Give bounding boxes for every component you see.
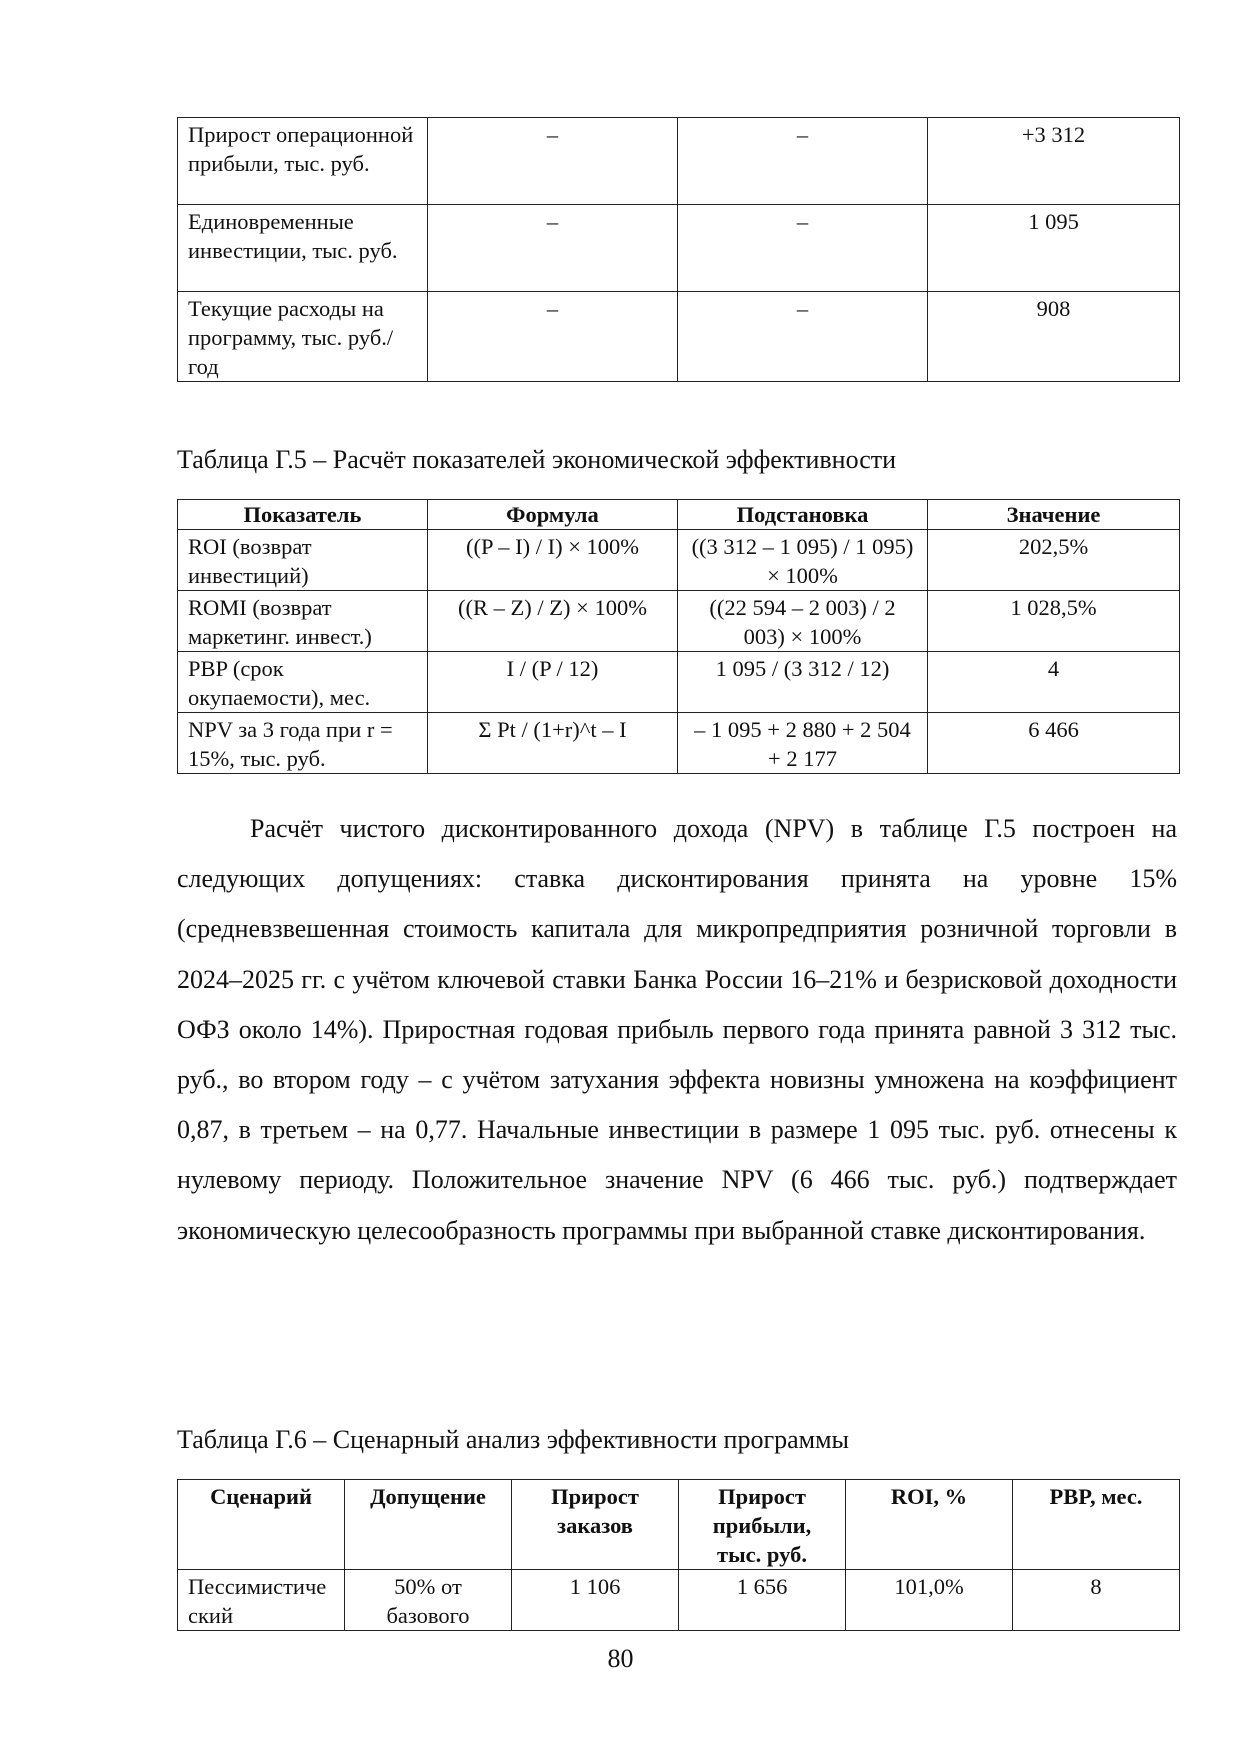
table-cell: NPV за 3 года при r = 15%, тыс. руб. [178, 713, 428, 774]
column-header: Сценарий [178, 1480, 345, 1570]
table-cell: ((3 312 – 1 095) / 1 095) × 100% [678, 530, 928, 591]
table-row [178, 652, 1180, 713]
column-header: Формула [428, 500, 678, 530]
table-cell: 1 028,5% [928, 591, 1180, 652]
page-number: 80 [607, 1644, 634, 1673]
column-header: Показатель [178, 500, 428, 530]
table-cell: 50% от базового [345, 1570, 512, 1631]
column-header: Прирост прибыли, тыс. руб. [679, 1480, 846, 1570]
table-cell: 202,5% [928, 530, 1180, 591]
table-cell: 101,0% [846, 1570, 1013, 1631]
table-g6-caption: Таблица Г.6 – Сценарный анализ эффективности программы [177, 1425, 850, 1454]
table-cell: 1 656 [679, 1570, 846, 1631]
table-row [178, 713, 1180, 774]
body-paragraph: Расчёт чистого дисконтированного дохода (NPV) в таблице Г.5 построен на следующих допущениях: ставка дисконтирования принята на уровне 15% (средневзвешенная стоимость капитала для микропредприятия розничной торговли в 2024–2025 гг. с учётом ключевой ставки Банка России 16–21% и безрисковой доходности ОФЗ около 14%). Приростная годовая прибыль первого года принята равной 3 312 тыс. руб., во втором году – с учётом затухания эффекта новизны умножена на коэффициент 0,87, в третьем – на 0,77. Начальные инвестиции в размере 1 095 тыс. руб. отнесены к нулевому периоду. Положительное значение NPV (6 466 тыс. руб.) подтверждает экономическую целесообразность программы при выбранной ставке дисконтирования. [177, 814, 1177, 1245]
table-row [178, 591, 1180, 652]
table-cell: ROMI (возврат маркетинг. инвест.) [178, 591, 428, 652]
table-cell: 1 095 [928, 205, 1180, 292]
table-cell: PBP (срок окупаемости), мес. [178, 652, 428, 713]
table-cell: 1 095 / (3 312 / 12) [678, 652, 928, 713]
table-cell: – [678, 205, 928, 292]
table-cell: 1 106 [512, 1570, 679, 1631]
table-cell: – [678, 118, 928, 205]
table-row [178, 1570, 1180, 1631]
table-g4-continuation [177, 117, 1180, 382]
table-cell: Σ Pt / (1+r)^t – I [428, 713, 678, 774]
table-cell: I / (P / 12) [428, 652, 678, 713]
table-cell: ((22 594 – 2 003) / 2 003) × 100% [678, 591, 928, 652]
table-cell: – [678, 292, 928, 382]
table-header-row [178, 500, 1180, 530]
column-header: PBP, мес. [1013, 1480, 1180, 1570]
table-row [178, 292, 1180, 382]
table-cell: 4 [928, 652, 1180, 713]
column-header: Значение [928, 500, 1180, 530]
table-cell: Единовременные инвестиции, тыс. руб. [178, 205, 428, 292]
column-header: Прирост заказов [512, 1480, 679, 1570]
table-cell: +3 312 [928, 118, 1180, 205]
table-header-row [178, 1480, 1180, 1570]
table-cell: 8 [1013, 1570, 1180, 1631]
table-cell: – 1 095 + 2 880 + 2 504 + 2 177 [678, 713, 928, 774]
table-row [178, 205, 1180, 292]
table-cell: – [428, 118, 678, 205]
column-header: Допущение [345, 1480, 512, 1570]
table-g6 [177, 1479, 1180, 1631]
table-cell: 908 [928, 292, 1180, 382]
table-cell: – [428, 205, 678, 292]
column-header: Подстановка [678, 500, 928, 530]
table-g5 [177, 499, 1180, 774]
table-row [178, 530, 1180, 591]
table-row [178, 118, 1180, 205]
table-cell: 6 466 [928, 713, 1180, 774]
table-cell: Прирост операционной прибыли, тыс. руб. [178, 118, 428, 205]
table-cell: Текущие расходы на программу, тыс. руб./год [178, 292, 428, 382]
table-cell: Пессимистический [178, 1570, 345, 1631]
table-cell: ((R – Z) / Z) × 100% [428, 591, 678, 652]
table-cell: ((P – I) / I) × 100% [428, 530, 678, 591]
table-cell: ROI (возврат инвестиций) [178, 530, 428, 591]
table-cell: – [428, 292, 678, 382]
table-g5-caption: Таблица Г.5 – Расчёт показателей экономической эффективности [177, 445, 897, 474]
column-header: ROI, % [846, 1480, 1013, 1570]
